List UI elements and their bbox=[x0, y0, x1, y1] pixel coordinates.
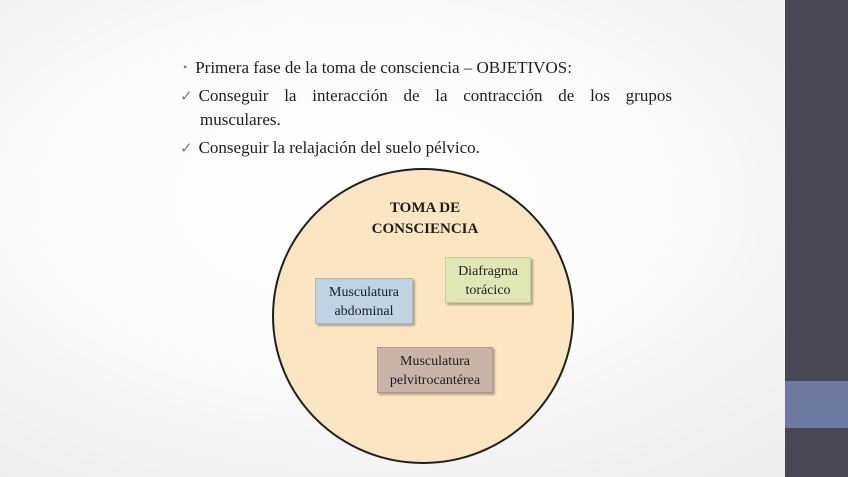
check-word-2: la bbox=[284, 86, 297, 105]
check-word-3: interacción bbox=[312, 86, 388, 105]
check-item-second-line: musculares. bbox=[200, 110, 281, 129]
check-text: Conseguir la relajación del suelo pélvico. bbox=[198, 138, 480, 157]
box-label-line-1: Musculatura bbox=[329, 285, 399, 300]
bullet-dot-icon: • bbox=[183, 60, 188, 74]
box-label-line-2: torácico bbox=[465, 283, 511, 298]
check-item-interaction bbox=[180, 86, 672, 129]
box-musculatura-abdominal bbox=[315, 278, 413, 324]
diagram-title-line-2: CONSCIENCIA bbox=[371, 221, 479, 237]
bullet-text: Primera fase de la toma de consciencia – OBJETIVOS: bbox=[195, 58, 572, 77]
box-musculatura-pelvitrocanterea bbox=[377, 347, 493, 393]
checkmark-icon: ✓ bbox=[180, 139, 193, 157]
diagram-title-line-1: TOMA DE bbox=[389, 200, 461, 216]
diagram-title bbox=[345, 198, 505, 240]
check-item-first-line bbox=[180, 86, 672, 106]
checkmark-icon: ✓ bbox=[180, 87, 193, 105]
check-item-relaxation bbox=[180, 138, 480, 158]
check-word-6: contracción bbox=[463, 86, 543, 105]
check-word-5: la bbox=[435, 86, 448, 105]
box-label-line-1: Musculatura bbox=[400, 354, 470, 369]
box-label-line-2: pelvitrocantérea bbox=[389, 373, 481, 388]
check-word-8: los bbox=[590, 86, 610, 105]
bullet-item-objectives bbox=[180, 58, 572, 78]
sidebar-accent-block bbox=[785, 381, 848, 428]
box-label-line-1: Diafragma bbox=[458, 264, 518, 279]
check-word-7: de bbox=[558, 86, 575, 105]
check-word-9: grupos bbox=[625, 86, 672, 105]
check-word-1: ✓ Conseguir bbox=[180, 86, 269, 105]
box-label-line-2: abdominal bbox=[334, 304, 394, 319]
check-word-4: de bbox=[403, 86, 420, 105]
box-diafragma-toracico bbox=[445, 257, 531, 303]
slide-sidebar bbox=[785, 0, 848, 477]
